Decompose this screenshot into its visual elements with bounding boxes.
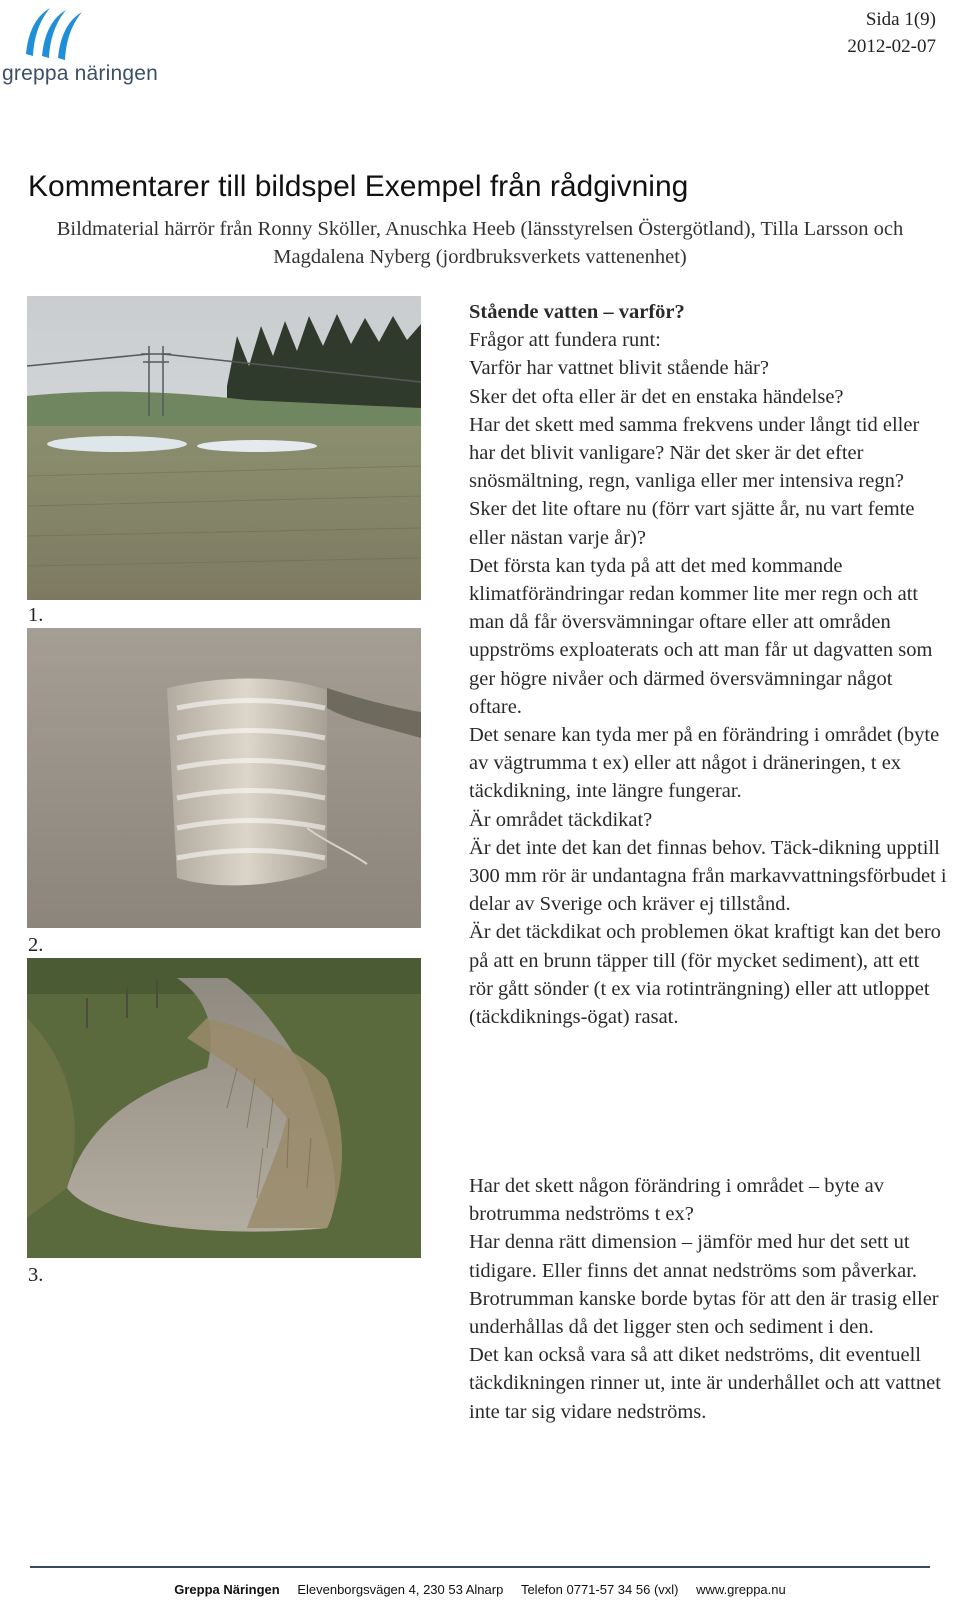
- greppa-swoosh-icon: [20, 2, 90, 64]
- footer-company: Greppa Näringen: [174, 1582, 280, 1597]
- logo-text: greppa näringen: [2, 62, 158, 85]
- paragraph: Har denna rätt dimension – jämför med hur det sett ut tidigare. Eller finns det annat nedströms som påverkar. Brotrumman kanske borde bytas för att den är trasig eller underhållas då det ligger sten och sediment i den.: [469, 1231, 939, 1339]
- footer-address: Elevenborgsvägen 4, 230 53 Alnarp: [297, 1582, 504, 1597]
- paragraph: Är området täckdikat?: [469, 808, 653, 831]
- paragraph: Är det täckdikat och problemen ökat kraftigt kan det bero på att en brunn täpper till (för mycket sediment), att ett rör gått sönder (t ex via rotinträngning) eller att utloppet (täckdiknings-ögat) rasat.: [469, 921, 941, 1029]
- paragraph: Är det inte det kan det finnas behov. Täck-dikning upptill 300 mm rör är undantagna från markavvattningsförbudet i delar av Sverige och kräver ej tillstånd.: [469, 836, 947, 916]
- paragraph: Sker det lite oftare nu (förr vart sjätte år, nu vart femte eller nästan varje år)?: [469, 498, 915, 549]
- document-date: 2012-02-07: [847, 36, 936, 57]
- figure-number: 3.: [28, 1264, 44, 1286]
- page-subtitle: Bildmaterial härrör från Ronny Sköller, Anuschka Heeb (länsstyrelsen Östergötland), Tilla Larsson och Magdalena Nyberg (jordbruksverkets vattenenhet): [56, 218, 904, 268]
- section-heading: Stående vatten – varför?: [469, 301, 685, 323]
- figure-number: 1.: [28, 604, 44, 626]
- page-title: Kommentarer till bildspel Exempel från rådgivning: [28, 170, 689, 203]
- footer-web-link[interactable]: www.greppa.nu: [696, 1582, 786, 1597]
- footer: [0, 1582, 960, 1597]
- page-meta: [847, 6, 936, 60]
- photo-ditch: [27, 958, 421, 1258]
- commentary-section-2: [469, 1172, 947, 1426]
- commentary-section-1: [469, 298, 947, 1031]
- paragraph: Det senare kan tyda mer på en förändring i området (byte av vägtrumma t ex) eller att något i dräneringen, t ex täckdikning, inte längre fungerar.: [469, 724, 940, 803]
- paragraph: Har det skett någon förändring i området – byte av brotrumma nedströms t ex?: [469, 1175, 884, 1226]
- photo-culvert: [27, 628, 421, 928]
- paragraph: Frågor att fundera runt:: [469, 329, 661, 352]
- page-number: Sida 1(9): [865, 9, 936, 30]
- greppa-logo: [0, 0, 170, 92]
- paragraph: Det första kan tyda på att det med kommande klimatförändringar redan kommer lite mer regn och att man då får översvämningar oftare eller att områden uppströms exploaterats och att man får ut dagvatten som ger högre nivåer och därmed översvämningar något oftare.: [469, 554, 933, 718]
- photo-flooded-field: [27, 296, 421, 600]
- paragraph: Det kan också vara så att diket nedströms, dit eventuell täckdikningen rinner ut, inte är underhållet och att vattnet inte tar sig vidare nedströms.: [469, 1344, 941, 1423]
- footer-divider: [30, 1566, 930, 1568]
- paragraph: Har det skett med samma frekvens under långt tid eller har det blivit vanligare? När det sker är det efter snösmältning, regn, vanliga eller mer intensiva regn?: [469, 413, 920, 493]
- footer-phone: Telefon 0771-57 34 56 (vxl): [520, 1582, 679, 1597]
- paragraph: Varför har vattnet blivit stående här?: [469, 357, 769, 380]
- figure-number: 2.: [28, 934, 44, 956]
- paragraph: Sker det ofta eller är det en enstaka händelse?: [469, 385, 844, 408]
